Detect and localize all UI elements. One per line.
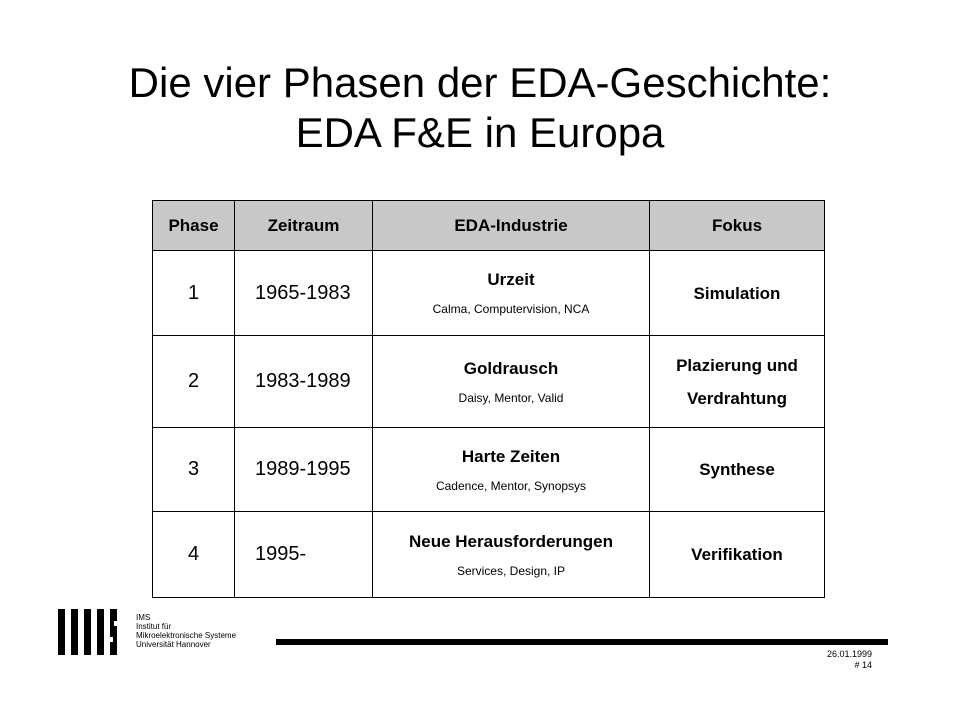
table-row (153, 251, 825, 336)
industry-cell (373, 428, 650, 512)
phase-cell: 4 (153, 512, 235, 598)
industry-cell (373, 512, 650, 598)
focus-cell (650, 251, 825, 336)
industry-companies: Calma, Computervision, NCA (432, 302, 590, 316)
table-row (153, 336, 825, 428)
slide-meta (827, 649, 872, 671)
table-row (153, 512, 825, 598)
focus-line-1: Simulation (693, 283, 781, 303)
industry-companies: Daisy, Mentor, Valid (458, 390, 564, 405)
phase-cell: 2 (153, 336, 235, 428)
industry-name: Goldrausch (463, 358, 559, 378)
ims-logo (56, 609, 124, 655)
header-zeitraum: Zeitraum (235, 201, 373, 251)
period-cell: 1995- (235, 512, 373, 598)
footer-rule (276, 639, 888, 645)
header-fokus: Fokus (650, 201, 825, 251)
header-phase: Phase (153, 201, 235, 251)
industry-cell (373, 251, 650, 336)
slide-title-line-2: EDA F&E in Europa (295, 109, 665, 156)
focus-line-2: Verdrahtung (686, 388, 788, 408)
focus-cell (650, 428, 825, 512)
industry-name: Neue Herausforderungen (408, 531, 614, 551)
industry-companies: Cadence, Mentor, Synopsys (435, 478, 587, 493)
industry-companies: Services, Design, IP (456, 563, 566, 578)
institute-line-4: Universität Hannover (136, 640, 211, 649)
table-row (153, 428, 825, 512)
institute-line-2: Institut für (136, 622, 172, 631)
industry-name: Urzeit (487, 270, 535, 289)
institute-line-3: Mikroelektronische Systeme (136, 631, 237, 640)
focus-line-1: Synthese (699, 460, 775, 479)
period-cell: 1965-1983 (235, 251, 373, 336)
industry-cell (373, 336, 650, 428)
focus-line-1: Verifikation (691, 545, 783, 564)
eda-phases-table (152, 200, 825, 598)
phase-cell: 1 (153, 251, 235, 336)
focus-line-1: Plazierung und (676, 355, 798, 375)
slide-title (0, 58, 960, 158)
institute-info (136, 613, 236, 649)
table-header-row (153, 201, 825, 251)
slide-date: 26.01.1999 (826, 649, 872, 659)
period-cell: 1989-1995 (235, 428, 373, 512)
period-cell: 1983-1989 (235, 336, 373, 428)
header-eda-industrie: EDA-Industrie (373, 201, 650, 251)
focus-cell (650, 512, 825, 598)
industry-name: Harte Zeiten (461, 446, 561, 466)
slide-title-line-1: Die vier Phasen der EDA-Geschichte: (128, 59, 832, 106)
institute-abbrev: IMS (136, 613, 151, 622)
phase-cell: 3 (153, 428, 235, 512)
slide-number: # 14 (854, 660, 872, 670)
focus-cell (650, 336, 825, 428)
